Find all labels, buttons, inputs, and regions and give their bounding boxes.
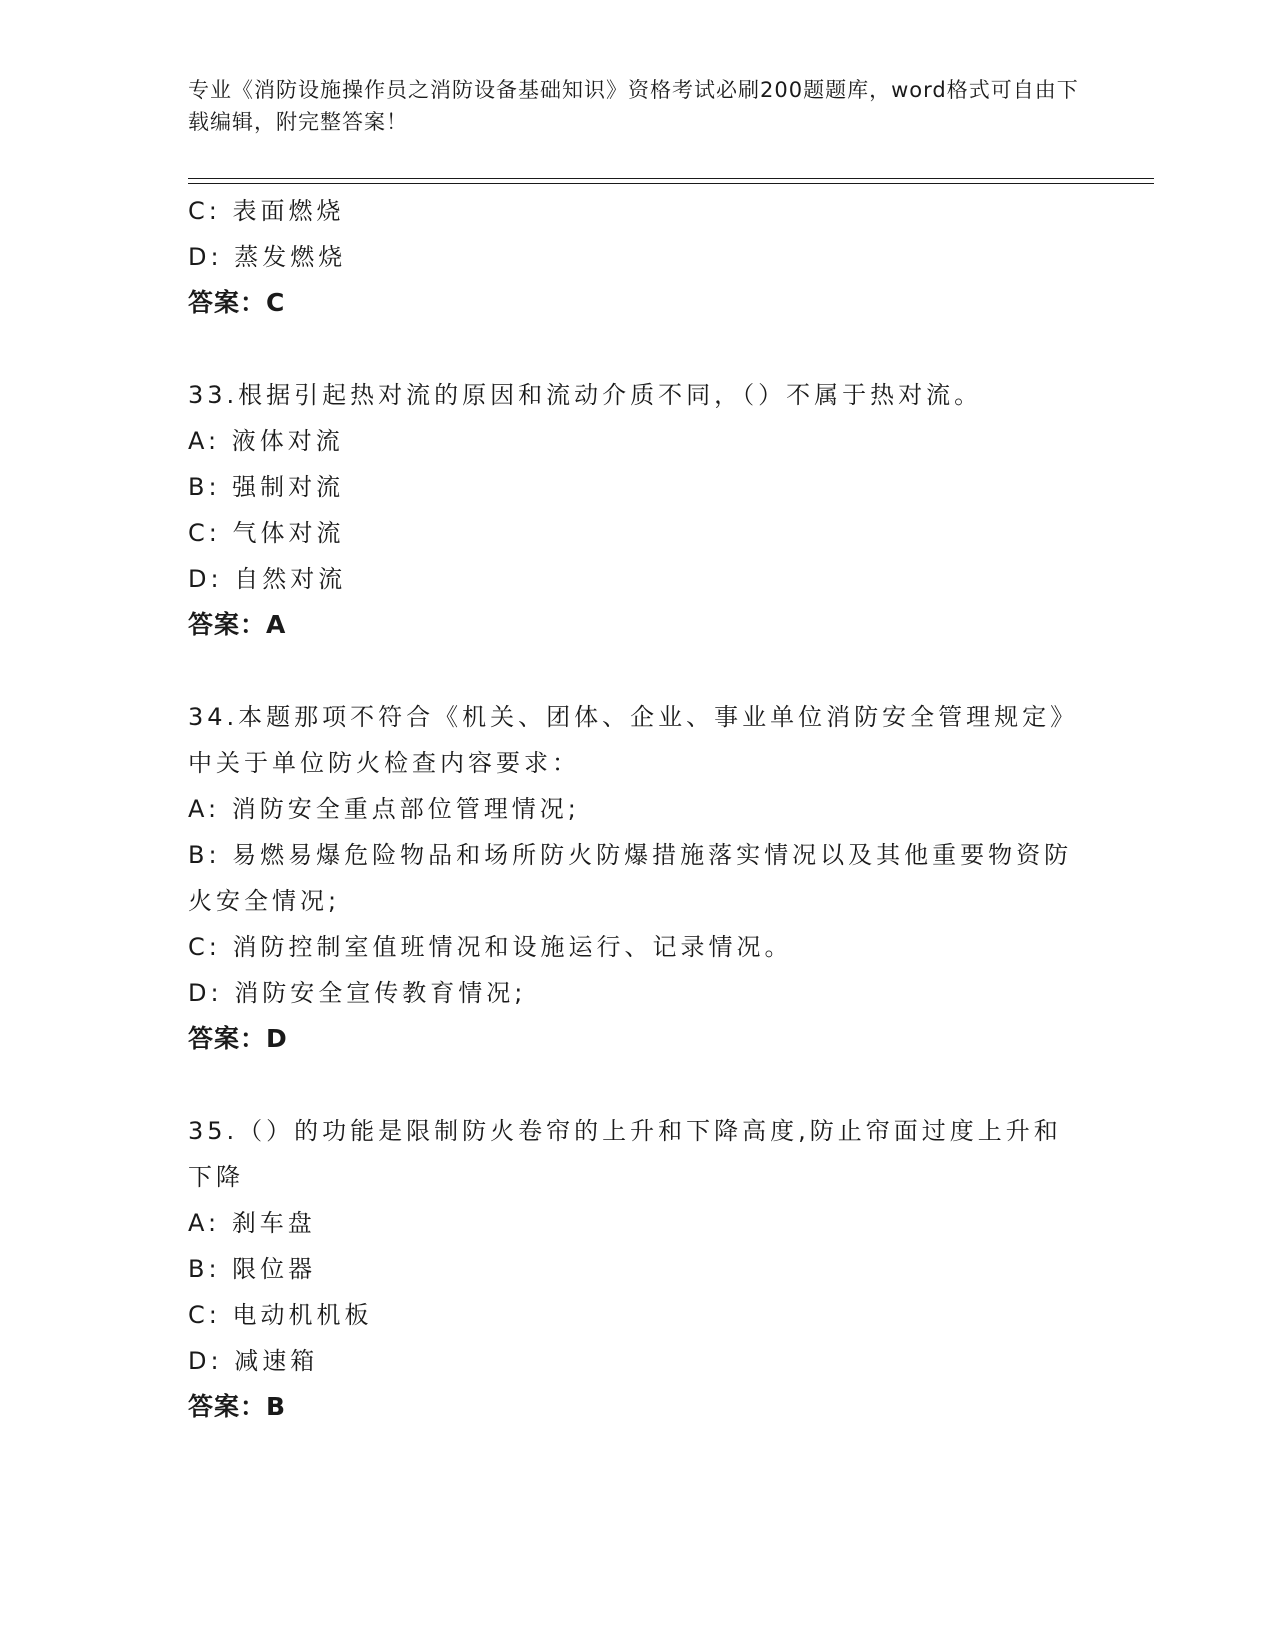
document-header: 专业《消防设施操作员之消防设备基础知识》资格考试必刷200题题库，word格式可自由下载编辑，附完整答案！ bbox=[188, 78, 1079, 134]
option-d: D: 蒸发燃烧 bbox=[188, 243, 347, 271]
question-34 bbox=[188, 694, 1088, 1062]
header-divider-bottom bbox=[188, 183, 1154, 184]
option-c: C: 表面燃烧 bbox=[188, 197, 345, 225]
option-a: A: 刹车盘 bbox=[188, 1209, 316, 1237]
answer: 答案：D bbox=[188, 1024, 288, 1053]
option-c: C: 电动机机板 bbox=[188, 1301, 373, 1329]
option-d: D: 消防安全宣传教育情况; bbox=[188, 979, 527, 1007]
option-a: A: 液体对流 bbox=[188, 427, 344, 455]
question-stem: 33.根据引起热对流的原因和流动介质不同，（）不属于热对流。 bbox=[188, 381, 983, 409]
question-stem: 35.（）的功能是限制防火卷帘的上升和下降高度,防止帘面过度上升和下降 bbox=[188, 1117, 1062, 1191]
answer: 答案：C bbox=[188, 288, 286, 317]
header-divider-top bbox=[188, 178, 1154, 179]
answer: 答案：B bbox=[188, 1392, 287, 1421]
question-32-tail bbox=[188, 188, 1088, 326]
question-35 bbox=[188, 1108, 1088, 1430]
option-a: A: 消防安全重点部位管理情况; bbox=[188, 795, 580, 823]
answer: 答案：A bbox=[188, 610, 287, 639]
question-stem: 34.本题那项不符合《机关、团体、企业、事业单位消防安全管理规定》中关于单位防火检查内容要求： bbox=[188, 703, 1079, 777]
question-33 bbox=[188, 372, 1088, 648]
option-c: C: 气体对流 bbox=[188, 519, 345, 547]
option-c: C: 消防控制室值班情况和设施运行、记录情况。 bbox=[188, 933, 793, 961]
option-d: D: 减速箱 bbox=[188, 1347, 319, 1375]
question-list bbox=[188, 188, 1088, 1430]
option-d: D: 自然对流 bbox=[188, 565, 347, 593]
option-b: B: 限位器 bbox=[188, 1255, 317, 1283]
option-b: B: 易燃易爆危险物品和场所防火防爆措施落实情况以及其他重要物资防火安全情况; bbox=[188, 841, 1073, 915]
option-b: B: 强制对流 bbox=[188, 473, 345, 501]
